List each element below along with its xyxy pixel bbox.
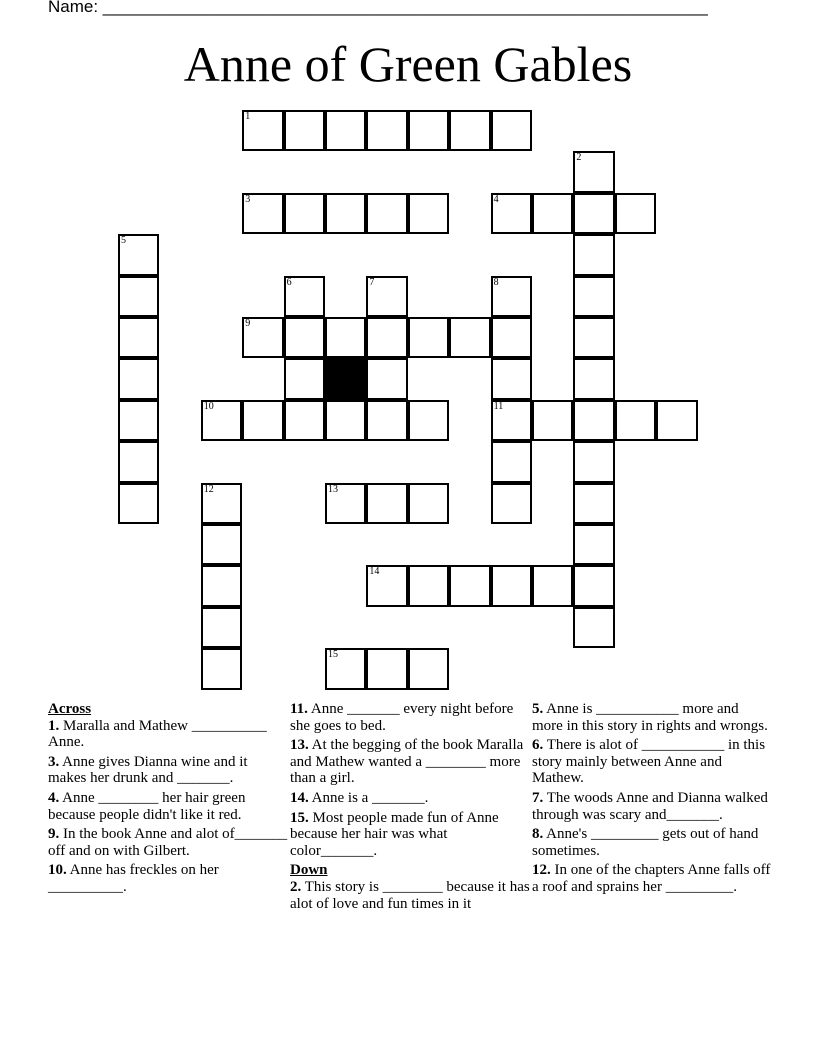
grid-cell[interactable] <box>491 276 532 317</box>
grid-cell[interactable] <box>366 483 407 524</box>
grid-cell[interactable] <box>284 110 325 151</box>
grid-cell[interactable] <box>573 400 614 441</box>
clue-number: 4. <box>48 789 60 806</box>
grid-cell[interactable] <box>573 317 614 358</box>
clue-number: 5. <box>532 701 544 717</box>
grid-cell[interactable] <box>491 317 532 358</box>
grid-cell[interactable] <box>242 400 283 441</box>
clue-number: 2. <box>290 878 302 895</box>
grid-cell[interactable] <box>408 648 449 689</box>
grid-cell[interactable] <box>325 110 366 151</box>
clue-across-9 <box>48 826 288 859</box>
grid-cell[interactable] <box>118 317 159 358</box>
cell-number: 15 <box>328 649 338 661</box>
clue-text: Maralla and Mathew __________ Anne. <box>48 717 267 751</box>
grid-cell[interactable] <box>366 110 407 151</box>
grid-cell[interactable] <box>573 358 614 399</box>
grid-cell[interactable] <box>242 317 283 358</box>
grid-cell[interactable] <box>366 648 407 689</box>
clue-number: 7. <box>532 789 544 806</box>
clue-text: Most people made fun of Anne because her hair was what color_______. <box>290 809 499 859</box>
clue-column-2 <box>290 701 530 915</box>
clue-text: Anne's _________ gets out of hand sometimes. <box>532 826 759 859</box>
grid-cell[interactable] <box>118 441 159 482</box>
grid-cell[interactable] <box>449 565 490 606</box>
clue-text: At the begging of the book Maralla and Mathew wanted a ________ more than a girl. <box>290 737 524 787</box>
clue-down-7 <box>532 790 772 823</box>
clue-number: 9. <box>48 826 60 843</box>
grid-cell[interactable] <box>573 441 614 482</box>
grid-cell[interactable] <box>573 483 614 524</box>
clue-number: 15. <box>290 809 309 826</box>
grid-cell[interactable] <box>408 317 449 358</box>
grid-cell[interactable] <box>325 193 366 234</box>
grid-cell[interactable] <box>408 400 449 441</box>
grid-cell[interactable] <box>284 400 325 441</box>
grid-cell[interactable] <box>408 110 449 151</box>
cell-number: 14 <box>369 566 380 578</box>
clue-text: There is alot of ___________ in this story mainly between Anne and Mathew. <box>532 737 766 787</box>
grid-cell[interactable] <box>656 400 697 441</box>
grid-cell[interactable] <box>366 358 407 399</box>
clue-across-3 <box>48 754 288 787</box>
across-heading: Across <box>48 701 92 717</box>
clue-across-14 <box>290 790 530 807</box>
clue-text: Anne is a _______. <box>308 789 429 806</box>
clue-text: In one of the chapters Anne falls off a roof and sprains her _________. <box>532 862 771 895</box>
clue-column-3 <box>532 701 772 899</box>
grid-cell[interactable] <box>449 317 490 358</box>
clue-text: This story is ________ because it has alot of love and fun times in it <box>290 878 530 912</box>
grid-cell[interactable] <box>325 317 366 358</box>
grid-cell[interactable] <box>118 358 159 399</box>
cell-number: 12 <box>203 483 214 495</box>
clue-down-5 <box>532 701 772 734</box>
grid-cell[interactable] <box>284 276 325 317</box>
clue-text: Anne is ___________ more and more in this story in rights and wrongs. <box>532 701 768 734</box>
grid-cell[interactable] <box>615 193 656 234</box>
grid-cell[interactable] <box>201 524 242 565</box>
clue-across-1 <box>48 718 288 751</box>
grid-cell[interactable] <box>532 400 573 441</box>
grid-cell[interactable] <box>491 193 532 234</box>
grid-cell[interactable] <box>573 565 614 606</box>
cell-number: 6 <box>286 276 292 288</box>
cell-number: 11 <box>493 400 504 412</box>
grid-cell[interactable] <box>491 483 532 524</box>
clue-number: 11. <box>290 701 308 717</box>
clue-text: Anne ________ her hair green because people didn't like it red. <box>48 789 246 823</box>
grid-cell[interactable] <box>491 400 532 441</box>
grid-cell[interactable] <box>118 276 159 317</box>
grid-cell[interactable] <box>201 400 242 441</box>
grid-cell[interactable] <box>242 193 283 234</box>
clue-number: 6. <box>532 737 544 754</box>
grid-cell[interactable] <box>532 565 573 606</box>
grid-cell[interactable] <box>573 524 614 565</box>
clue-text: In the book Anne and alot of_______ off and on with Gilbert. <box>48 826 288 859</box>
grid-cell[interactable] <box>325 400 366 441</box>
clue-number: 13. <box>290 737 309 754</box>
grid-cell[interactable] <box>491 358 532 399</box>
grid-cell[interactable] <box>366 276 407 317</box>
grid-cell[interactable] <box>284 193 325 234</box>
cell-number: 3 <box>245 193 251 205</box>
clue-across-11 <box>290 701 530 734</box>
clue-text: Anne _______ every night before she goes to bed. <box>290 701 514 734</box>
clue-down-6 <box>532 737 772 787</box>
grid-cell[interactable] <box>573 276 614 317</box>
clue-text: Anne gives Dianna wine and it makes her drunk and _______. <box>48 753 248 787</box>
name-line[interactable]: Name: ________________________________________________________________ <box>48 0 708 16</box>
clue-number: 12. <box>532 862 551 879</box>
grid-cell[interactable] <box>118 400 159 441</box>
grid-cell[interactable] <box>408 483 449 524</box>
cell-number: 9 <box>245 318 251 329</box>
cell-number: 1 <box>245 111 251 122</box>
clue-number: 1. <box>48 717 60 734</box>
grid-cell[interactable] <box>491 565 532 606</box>
grid-cell[interactable] <box>366 317 407 358</box>
grid-cell[interactable] <box>573 607 614 648</box>
black-cell <box>325 358 366 399</box>
clue-down-8 <box>532 826 772 859</box>
down-heading: Down <box>290 862 328 879</box>
grid-cell[interactable] <box>284 358 325 399</box>
clue-number: 3. <box>48 753 60 770</box>
clue-down-2 <box>290 879 530 912</box>
grid-cell[interactable] <box>449 110 490 151</box>
grid-cell[interactable] <box>491 110 532 151</box>
clue-down-12 <box>532 862 772 895</box>
clue-across-4 <box>48 790 288 823</box>
grid-cell[interactable] <box>118 234 159 275</box>
grid-cell[interactable] <box>325 483 366 524</box>
clue-number: 8. <box>532 826 544 843</box>
grid-cell[interactable] <box>532 193 573 234</box>
grid-cell[interactable] <box>615 400 656 441</box>
clue-text: Anne has freckles on her __________. <box>48 862 219 895</box>
clue-across-10 <box>48 862 288 895</box>
cell-number: 8 <box>493 276 499 288</box>
grid-cell[interactable] <box>366 565 407 606</box>
grid-cell[interactable] <box>201 607 242 648</box>
clue-across-13 <box>290 737 530 787</box>
grid-cell[interactable] <box>284 317 325 358</box>
clue-text: The woods Anne and Dianna walked through was scary and_______. <box>532 789 768 823</box>
grid-cell[interactable] <box>325 648 366 689</box>
cell-number: 5 <box>121 235 126 247</box>
page-title: Anne of Green Gables <box>183 36 633 92</box>
grid-cell[interactable] <box>573 234 614 275</box>
grid-cell[interactable] <box>366 400 407 441</box>
grid-cell[interactable] <box>491 441 532 482</box>
cell-number: 13 <box>328 483 338 495</box>
grid-cell[interactable] <box>201 565 242 606</box>
grid-cell[interactable] <box>201 648 242 689</box>
grid-cell[interactable] <box>573 193 614 234</box>
cell-number: 10 <box>203 400 214 412</box>
grid-cell[interactable] <box>408 193 449 234</box>
clue-column-1 <box>48 701 288 899</box>
clue-number: 14. <box>290 789 309 806</box>
grid-cell[interactable] <box>366 193 407 234</box>
grid-cell[interactable] <box>573 151 614 192</box>
cell-number: 2 <box>576 152 582 164</box>
grid-cell[interactable] <box>242 110 283 151</box>
clue-number: 10. <box>48 862 67 879</box>
grid-cell[interactable] <box>118 483 159 524</box>
grid-cell[interactable] <box>201 483 242 524</box>
grid-cell[interactable] <box>408 565 449 606</box>
cell-number: 7 <box>369 276 375 288</box>
clue-across-15 <box>290 810 530 860</box>
cell-number: 4 <box>493 193 499 205</box>
